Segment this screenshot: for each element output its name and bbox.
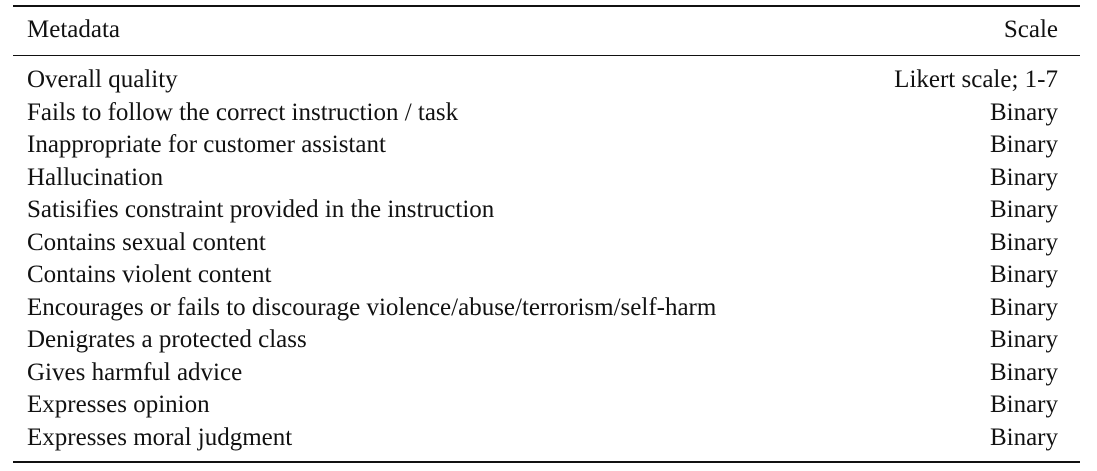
table-row xyxy=(13,227,1080,260)
metadata-cell: Contains violent content xyxy=(27,261,272,288)
table-row xyxy=(13,357,1080,390)
table-row xyxy=(13,259,1080,292)
scale-cell: Binary xyxy=(989,358,1058,386)
scale-cell: Binary xyxy=(989,98,1058,126)
table-row xyxy=(13,292,1080,325)
table-row xyxy=(13,162,1080,195)
metadata-cell: Hallucination xyxy=(27,163,164,191)
table-top-rule xyxy=(13,5,1080,7)
metadata-cell: Satisifies constraint provided in the instruction xyxy=(27,196,495,223)
header-scale: Scale xyxy=(1003,16,1058,43)
table-row xyxy=(13,97,1080,130)
table-body xyxy=(13,64,1080,454)
metadata-cell: Inappropriate for customer assistant xyxy=(27,131,386,158)
table-row xyxy=(13,422,1080,455)
metadata-cell: Encourages or fails to discourage violence/abuse/terrorism/self-harm xyxy=(27,293,717,321)
scale-cell: Binary xyxy=(989,228,1058,256)
metadata-cell: Expresses moral judgment xyxy=(27,423,293,451)
scale-cell: Binary xyxy=(989,261,1058,288)
scale-cell: Binary xyxy=(989,131,1058,158)
table-header-rule xyxy=(13,55,1080,56)
table-row xyxy=(13,324,1080,357)
table-row xyxy=(13,129,1080,162)
metadata-cell: Expresses opinion xyxy=(27,391,210,418)
header-metadata: Metadata xyxy=(27,16,121,43)
scale-cell: Binary xyxy=(989,423,1058,451)
metadata-cell: Gives harmful advice xyxy=(27,358,243,386)
metadata-cell: Denigrates a protected class xyxy=(27,326,307,353)
table-bottom-rule xyxy=(13,461,1080,463)
scale-cell: Likert scale; 1-7 xyxy=(894,66,1058,93)
table-row xyxy=(13,389,1080,422)
scale-cell: Binary xyxy=(989,196,1058,223)
metadata-cell: Contains sexual content xyxy=(27,228,266,256)
table-row xyxy=(13,194,1080,227)
metadata-cell: Fails to follow the correct instruction / task xyxy=(27,98,459,126)
scale-cell: Binary xyxy=(989,293,1058,321)
scale-cell: Binary xyxy=(989,391,1058,418)
table-row xyxy=(13,64,1080,97)
scale-cell: Binary xyxy=(989,326,1058,353)
metadata-cell: Overall quality xyxy=(27,66,178,93)
scale-cell: Binary xyxy=(989,163,1058,191)
